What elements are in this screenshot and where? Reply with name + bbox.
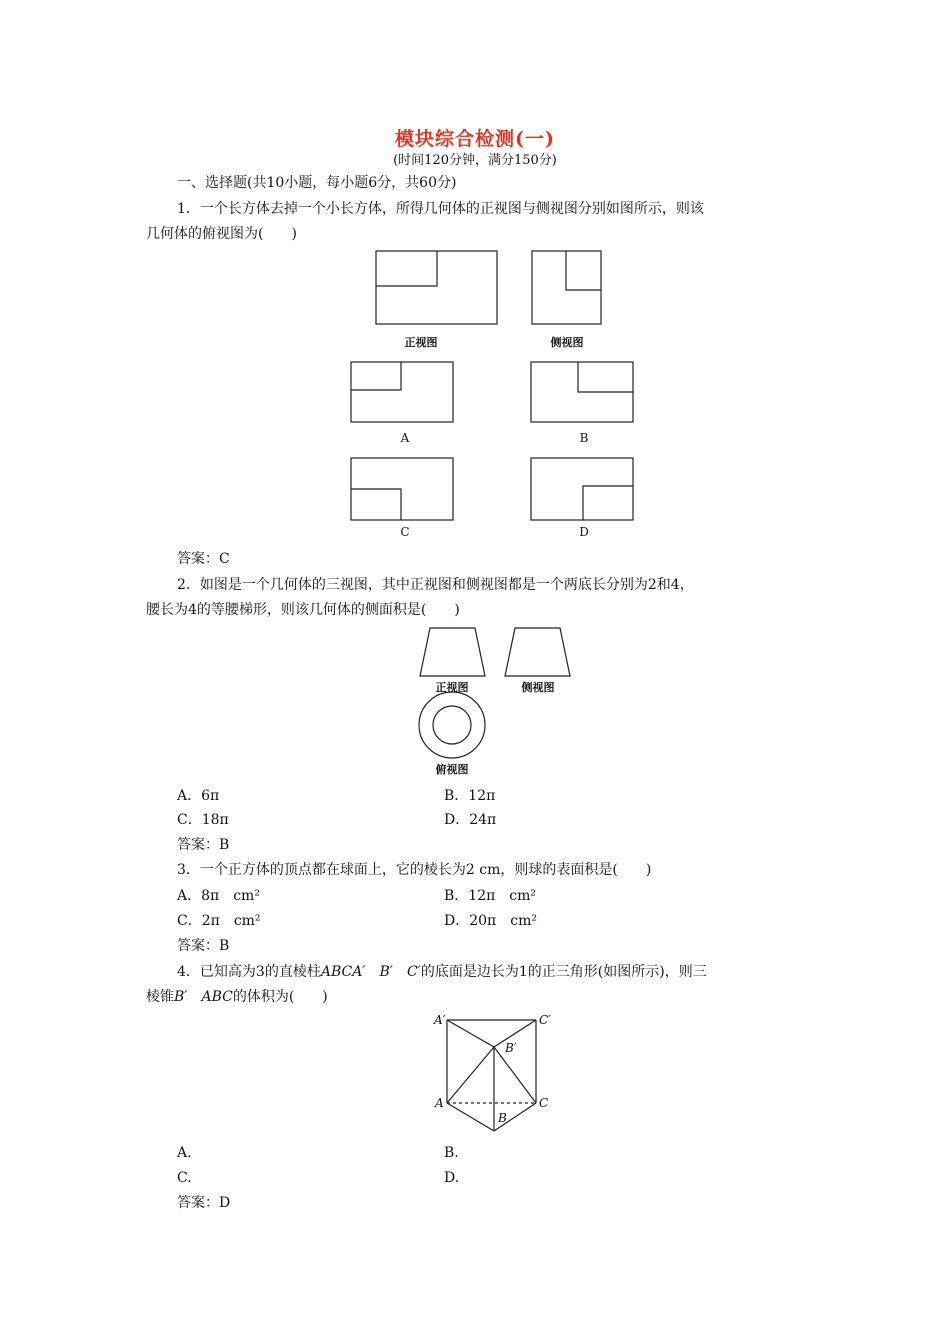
q4-point-b1: B′ — [505, 1041, 517, 1055]
q3-option-c: C．2π cm² — [177, 913, 261, 929]
q4-option-d: D. — [444, 1170, 460, 1186]
q2-side-view-caption: 侧视图 — [521, 681, 555, 694]
section-heading: 一、选择题(共10小题，每小题6分，共60分) — [177, 175, 457, 191]
q1-text-line2: 几何体的俯视图为( ) — [146, 226, 297, 242]
q4-edge-b1c — [494, 1047, 536, 1103]
q2-option-c: C．18π — [177, 812, 229, 828]
q4-point-b: B — [498, 1111, 507, 1125]
q4-point-a1: A′ — [434, 1013, 446, 1027]
q3-option-b: B．12π cm² — [444, 888, 537, 904]
page-subtitle: (时间120分钟，满分150分) — [393, 153, 557, 168]
q4-edge-b1a — [447, 1047, 494, 1103]
q1-text-line1: 1．一个长方体去掉一个小长方体，所得几何体的正视图与侧视图分别如图所示，则该 — [177, 201, 704, 217]
q2-text-line1: 2．如图是一个几何体的三视图，其中正视图和侧视图都是一个两底长分别为2和4， — [177, 577, 694, 593]
q4-point-c1: C′ — [539, 1013, 551, 1027]
q3-option-a: A．8π cm² — [177, 888, 260, 904]
q4-point-a: A — [435, 1096, 444, 1110]
q4-point-c: C — [539, 1096, 549, 1110]
q1-answer: 答案：C — [177, 551, 230, 567]
q4-answer: 答案：D — [177, 1195, 231, 1211]
q2-option-a: A．6π — [177, 788, 220, 804]
q4-option-b: B. — [444, 1145, 459, 1161]
q4-edge-a1b1 — [447, 1020, 494, 1047]
q3-answer: 答案：B — [177, 938, 230, 954]
q4-line2-part3: 的体积为( ) — [232, 989, 328, 1005]
q1-side-view-caption: 侧视图 — [550, 336, 584, 349]
q4-option-c: C. — [177, 1170, 192, 1186]
q2-front-view-caption: 正视图 — [435, 681, 469, 694]
q2-top-view-caption: 俯视图 — [435, 763, 469, 776]
q1-option-d-label: D — [579, 525, 589, 539]
page-title: 模块综合检测(一) — [395, 128, 555, 150]
q1-option-c-label: C — [400, 525, 410, 539]
q4-pyramid-name: B′ ABC — [174, 989, 233, 1005]
q2-option-b: B．12π — [444, 788, 496, 804]
q1-front-view-caption: 正视图 — [404, 336, 438, 349]
q3-text: 3．一个正方体的顶点都在球面上，它的棱长为2 cm，则球的表面积是( ) — [177, 862, 652, 878]
q3-option-d: D．20π cm² — [444, 913, 537, 929]
q1-option-b-label: B — [579, 431, 589, 445]
q2-text-line2: 腰长为4的等腰梯形，则该几何体的侧面积是( ) — [146, 602, 460, 618]
q1-option-a-label: A — [400, 431, 410, 445]
q4-line2-part1: 棱锥 — [146, 989, 174, 1005]
q4-prism-name: ABCA′ B′ C′ — [320, 964, 421, 980]
q4-edge-ab — [447, 1103, 494, 1131]
q4-line1-part3: 的底面是边长为1的正三角形(如图所示)，则三 — [420, 964, 707, 980]
q2-answer: 答案：B — [177, 837, 230, 853]
q4-option-a: A. — [177, 1145, 192, 1161]
q2-option-d: D．24π — [444, 812, 497, 828]
q4-line1-part1: 4．已知高为3的直棱柱 — [177, 964, 321, 980]
